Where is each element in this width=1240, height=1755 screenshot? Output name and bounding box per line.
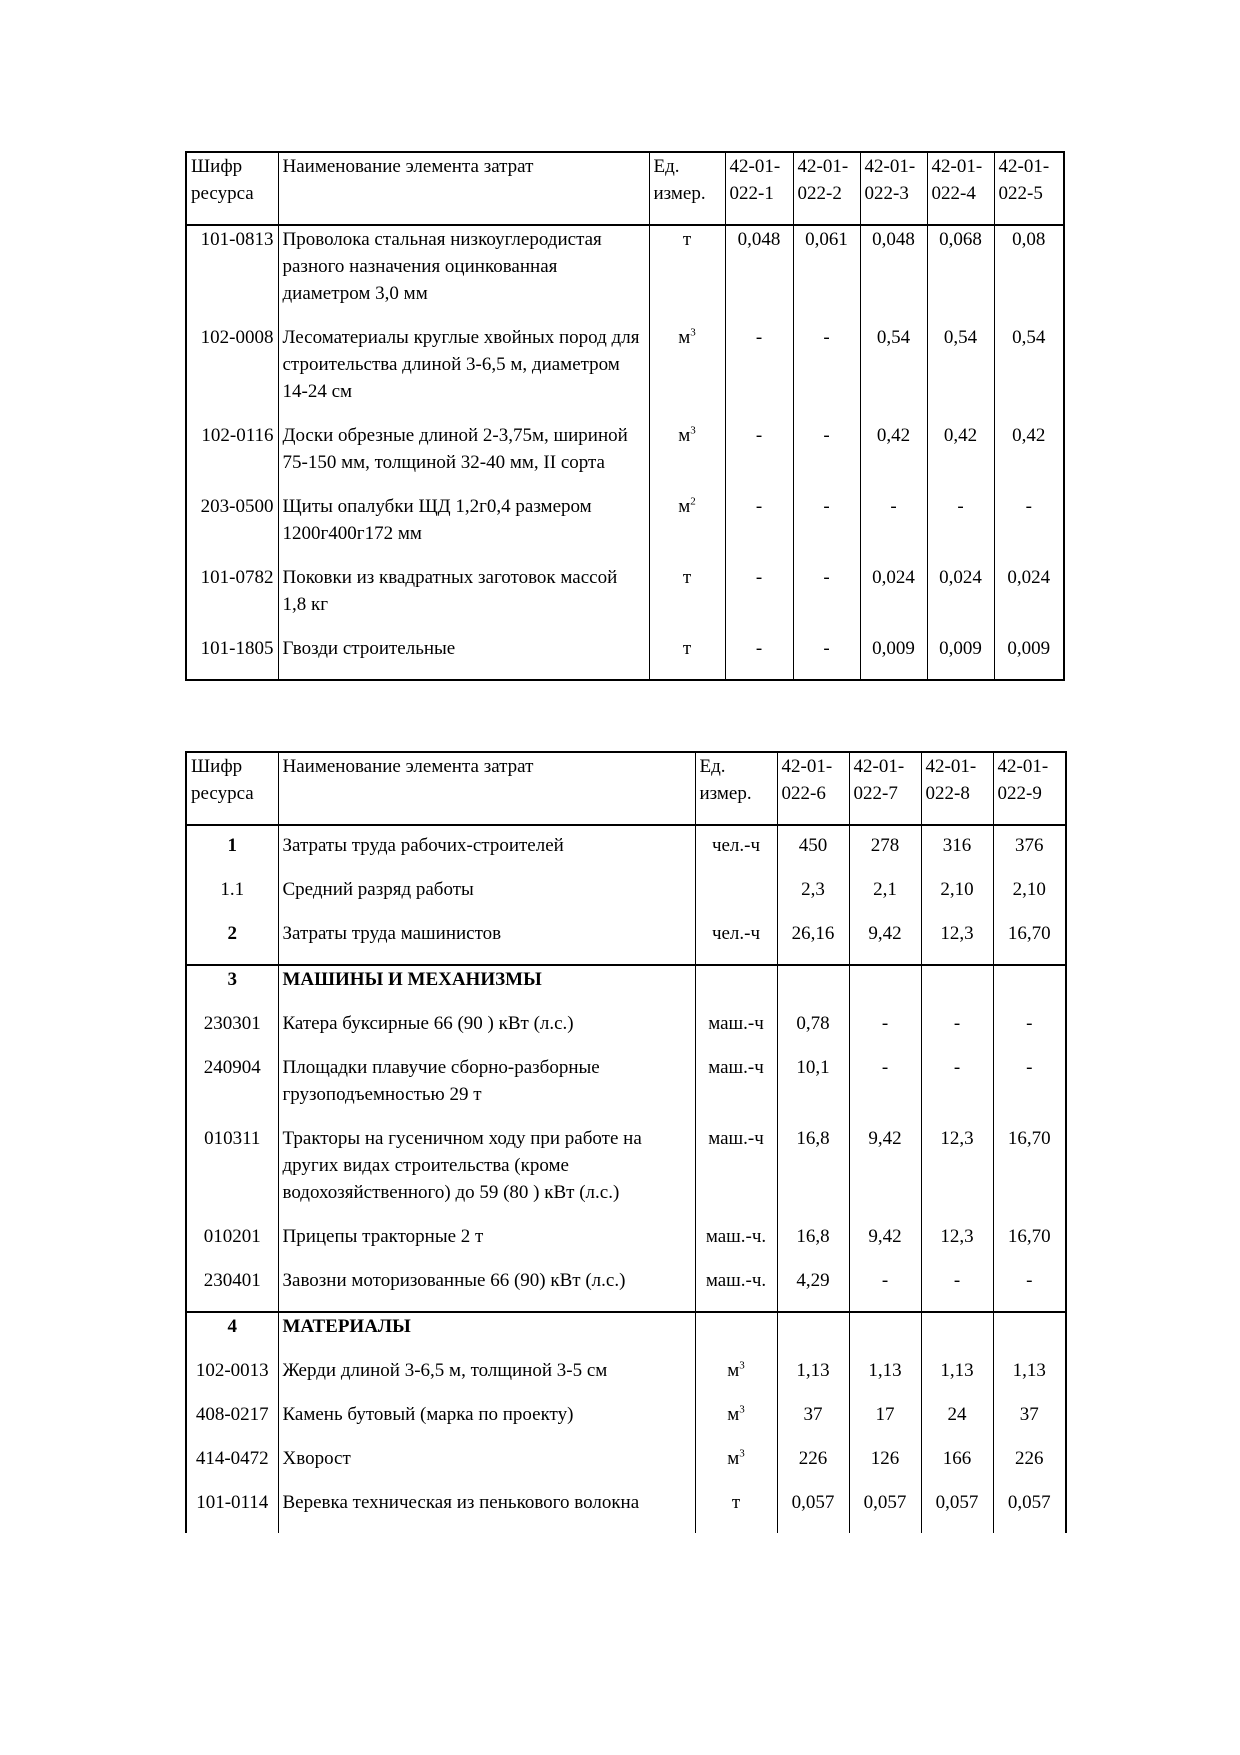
table-row — [186, 1357, 1066, 1401]
value-cell: 26,16 — [777, 920, 849, 965]
value-cell: - — [793, 493, 860, 564]
resource-name: Площадки плавучие сборно-разборные грузоподъемностью 29 т — [278, 1054, 695, 1125]
value-cell: 126 — [849, 1445, 921, 1489]
unit: чел.-ч — [711, 835, 761, 856]
value-cell: 0,057 — [921, 1489, 993, 1533]
value-cell: - — [793, 635, 860, 680]
unit: т — [682, 567, 692, 588]
value-cell: 16,70 — [993, 1223, 1066, 1267]
resource-code: 1.1 — [186, 876, 278, 920]
value-cell: 226 — [777, 1445, 849, 1489]
unit: м — [678, 496, 691, 517]
value-cell: 316 — [921, 825, 993, 876]
resource-name: Прицепы тракторные 2 т — [278, 1223, 695, 1267]
value-cell: 0,009 — [994, 635, 1064, 680]
resource-name: Гвозди строительные — [278, 635, 649, 680]
value-cell: - — [793, 324, 860, 422]
value-cell: - — [793, 422, 860, 493]
section-row — [186, 965, 1066, 1010]
unit-cell — [695, 1054, 777, 1125]
header-norm-code: 42-01-022-2 — [793, 152, 860, 225]
value-cell: 450 — [777, 825, 849, 876]
unit-cell — [695, 1125, 777, 1223]
value-cell: - — [921, 1054, 993, 1125]
resource-code: 3 — [186, 965, 278, 1010]
resource-name: Поковки из квадратных заготовок массой 1,8 кг — [278, 564, 649, 635]
unit-exponent: 3 — [739, 1447, 745, 1460]
value-cell: 0,009 — [927, 635, 994, 680]
value-cell: 0,009 — [860, 635, 927, 680]
unit: т — [682, 638, 692, 659]
value-cell: 10,1 — [777, 1054, 849, 1125]
header-unit: Ед. измер. — [695, 752, 777, 825]
table-row — [186, 225, 1064, 324]
header-code: Шифр ресурса — [186, 152, 278, 225]
unit-cell — [649, 324, 725, 422]
unit: чел.-ч — [711, 923, 761, 944]
resource-code: 102-0013 — [186, 1357, 278, 1401]
resource-name: Жерди длиной 3-6,5 м, толщиной 3-5 см — [278, 1357, 695, 1401]
unit-cell — [695, 1401, 777, 1445]
resource-name: Щиты опалубки ЩД 1,2г0,4 размером 1200г400г172 мм — [278, 493, 649, 564]
unit-cell — [649, 635, 725, 680]
resources-table-1 — [185, 151, 1065, 681]
value-cell: - — [725, 564, 793, 635]
value-cell: 0,057 — [849, 1489, 921, 1533]
value-cell: 2,1 — [849, 876, 921, 920]
value-cell: 1,13 — [777, 1357, 849, 1401]
header-code: Шифр ресурса — [186, 752, 278, 825]
value-cell — [921, 965, 993, 1010]
header-unit: Ед. измер. — [649, 152, 725, 225]
value-cell: - — [725, 493, 793, 564]
value-cell: 0,068 — [927, 225, 994, 324]
value-cell: 1,13 — [849, 1357, 921, 1401]
value-cell: 12,3 — [921, 1125, 993, 1223]
section-row — [186, 1312, 1066, 1357]
value-cell: 278 — [849, 825, 921, 876]
unit: м — [727, 1448, 740, 1469]
resource-name: Доски обрезные длиной 2-3,75м, шириной 75-150 мм, толщиной 32-40 мм, II сорта — [278, 422, 649, 493]
header-row — [186, 752, 1066, 825]
value-cell: 37 — [993, 1401, 1066, 1445]
value-cell: - — [725, 635, 793, 680]
unit-cell — [649, 422, 725, 493]
unit: м — [678, 327, 691, 348]
unit-cell — [695, 876, 777, 920]
table-row — [186, 920, 1066, 965]
value-cell: - — [993, 1054, 1066, 1125]
value-cell: - — [725, 324, 793, 422]
unit-cell — [649, 225, 725, 324]
table-row — [186, 635, 1064, 680]
value-cell — [849, 965, 921, 1010]
unit-cell — [695, 1312, 777, 1357]
value-cell: 16,8 — [777, 1223, 849, 1267]
value-cell: 166 — [921, 1445, 993, 1489]
resource-code: 408-0217 — [186, 1401, 278, 1445]
value-cell: - — [849, 1010, 921, 1054]
resource-code: 101-0813 — [186, 225, 278, 324]
value-cell: 9,42 — [849, 920, 921, 965]
unit: маш.-ч — [708, 1013, 764, 1034]
value-cell: 0,057 — [993, 1489, 1066, 1533]
value-cell: 37 — [777, 1401, 849, 1445]
resource-code: 101-1805 — [186, 635, 278, 680]
resource-code: 101-0114 — [186, 1489, 278, 1533]
value-cell: 0,54 — [927, 324, 994, 422]
resource-code: 230401 — [186, 1267, 278, 1312]
unit: м — [727, 1360, 740, 1381]
value-cell — [993, 965, 1066, 1010]
resource-name: Затраты труда машинистов — [278, 920, 695, 965]
value-cell: 0,048 — [860, 225, 927, 324]
resource-code: 101-0782 — [186, 564, 278, 635]
value-cell — [777, 1312, 849, 1357]
unit-exponent: 3 — [690, 424, 696, 437]
value-cell: - — [921, 1010, 993, 1054]
resource-name: Проволока стальная низкоуглеродистая разного назначения оцинкованная диаметром 3,0 мм — [278, 225, 649, 324]
table-row — [186, 825, 1066, 876]
value-cell: 0,061 — [793, 225, 860, 324]
value-cell: 1,13 — [993, 1357, 1066, 1401]
value-cell: - — [849, 1054, 921, 1125]
resource-code: 010311 — [186, 1125, 278, 1223]
unit: м — [727, 1404, 740, 1425]
unit: маш.-ч — [708, 1128, 764, 1149]
resource-code: 102-0116 — [186, 422, 278, 493]
unit-exponent: 2 — [690, 495, 696, 508]
resource-code: 230301 — [186, 1010, 278, 1054]
value-cell: 16,70 — [993, 920, 1066, 965]
resource-name: Завозни моторизованные 66 (90) кВт (л.с.) — [278, 1267, 695, 1312]
value-cell: - — [927, 493, 994, 564]
value-cell — [777, 965, 849, 1010]
header-norm-code: 42-01-022-1 — [725, 152, 793, 225]
value-cell: 0,42 — [860, 422, 927, 493]
value-cell: 226 — [993, 1445, 1066, 1489]
resource-code: 240904 — [186, 1054, 278, 1125]
unit-cell — [649, 493, 725, 564]
resource-name: Затраты труда рабочих-строителей — [278, 825, 695, 876]
value-cell: 0,024 — [927, 564, 994, 635]
resource-code: 4 — [186, 1312, 278, 1357]
resource-code: 010201 — [186, 1223, 278, 1267]
header-norm-code: 42-01-022-5 — [994, 152, 1064, 225]
unit-cell — [695, 1223, 777, 1267]
value-cell: 12,3 — [921, 1223, 993, 1267]
unit-cell — [695, 1010, 777, 1054]
unit-cell — [695, 1445, 777, 1489]
value-cell: 376 — [993, 825, 1066, 876]
table-row — [186, 564, 1064, 635]
value-cell: 2,10 — [921, 876, 993, 920]
header-name: Наименование элемента затрат — [278, 752, 695, 825]
unit-cell — [695, 1357, 777, 1401]
unit-cell — [695, 965, 777, 1010]
resource-name: Хворост — [278, 1445, 695, 1489]
value-cell: 17 — [849, 1401, 921, 1445]
value-cell: 16,8 — [777, 1125, 849, 1223]
value-cell: - — [849, 1267, 921, 1312]
unit-exponent: 3 — [739, 1359, 745, 1372]
header-norm-code: 42-01-022-7 — [849, 752, 921, 825]
header-norm-code: 42-01-022-3 — [860, 152, 927, 225]
unit-exponent: 3 — [690, 326, 696, 339]
value-cell: 12,3 — [921, 920, 993, 965]
value-cell: 4,29 — [777, 1267, 849, 1312]
value-cell — [849, 1312, 921, 1357]
value-cell: 0,54 — [860, 324, 927, 422]
resource-code: 1 — [186, 825, 278, 876]
unit: маш.-ч. — [705, 1226, 767, 1247]
table-row — [186, 1267, 1066, 1312]
value-cell — [921, 1312, 993, 1357]
unit-cell — [695, 825, 777, 876]
value-cell: - — [860, 493, 927, 564]
value-cell: 24 — [921, 1401, 993, 1445]
header-norm-code: 42-01-022-6 — [777, 752, 849, 825]
value-cell: 0,057 — [777, 1489, 849, 1533]
unit: т — [682, 229, 692, 250]
resource-code: 414-0472 — [186, 1445, 278, 1489]
header-name: Наименование элемента затрат — [278, 152, 649, 225]
resources-table-2 — [185, 751, 1067, 1533]
unit: маш.-ч — [708, 1057, 764, 1078]
value-cell: 0,42 — [927, 422, 994, 493]
header-norm-code: 42-01-022-9 — [993, 752, 1066, 825]
resource-name: Катера буксирные 66 (90 ) кВт (л.с.) — [278, 1010, 695, 1054]
value-cell: 0,42 — [994, 422, 1064, 493]
value-cell: 0,54 — [994, 324, 1064, 422]
value-cell: 9,42 — [849, 1125, 921, 1223]
value-cell: 1,13 — [921, 1357, 993, 1401]
value-cell: 0,048 — [725, 225, 793, 324]
table-row — [186, 1489, 1066, 1533]
header-norm-code: 42-01-022-4 — [927, 152, 994, 225]
unit-cell — [695, 920, 777, 965]
resource-code: 203-0500 — [186, 493, 278, 564]
resource-name: Камень бутовый (марка по проекту) — [278, 1401, 695, 1445]
value-cell — [993, 1312, 1066, 1357]
value-cell: 0,08 — [994, 225, 1064, 324]
table-row — [186, 1223, 1066, 1267]
unit-cell — [649, 564, 725, 635]
table-row — [186, 1401, 1066, 1445]
unit: м — [678, 425, 691, 446]
value-cell: - — [921, 1267, 993, 1312]
value-cell: - — [994, 493, 1064, 564]
table-row — [186, 876, 1066, 920]
value-cell: 0,024 — [994, 564, 1064, 635]
resource-code: 2 — [186, 920, 278, 965]
table-row — [186, 493, 1064, 564]
table-row — [186, 1445, 1066, 1489]
value-cell: 0,024 — [860, 564, 927, 635]
resource-name: Тракторы на гусеничном ходу при работе на других видах строительства (кроме водохозяйственного) до 59 (80 ) кВт (л.с.) — [278, 1125, 695, 1223]
unit: т — [731, 1492, 741, 1513]
header-row — [186, 152, 1064, 225]
value-cell: 0,78 — [777, 1010, 849, 1054]
resource-name: МАТЕРИАЛЫ — [278, 1312, 695, 1357]
value-cell: 2,10 — [993, 876, 1066, 920]
resource-code: 102-0008 — [186, 324, 278, 422]
value-cell: - — [725, 422, 793, 493]
resource-name: Веревка техническая из пенькового волокна — [278, 1489, 695, 1533]
table-row — [186, 1125, 1066, 1223]
header-norm-code: 42-01-022-8 — [921, 752, 993, 825]
unit-cell — [695, 1267, 777, 1312]
value-cell: - — [993, 1010, 1066, 1054]
value-cell: 2,3 — [777, 876, 849, 920]
value-cell: - — [993, 1267, 1066, 1312]
table-row — [186, 1054, 1066, 1125]
value-cell: 9,42 — [849, 1223, 921, 1267]
resource-name: Средний разряд работы — [278, 876, 695, 920]
unit: маш.-ч. — [705, 1270, 767, 1291]
value-cell: - — [793, 564, 860, 635]
resource-name: Лесоматериалы круглые хвойных пород для строительства длиной 3-6,5 м, диаметром 14-24 см — [278, 324, 649, 422]
table-row — [186, 324, 1064, 422]
table-row — [186, 422, 1064, 493]
table-row — [186, 1010, 1066, 1054]
unit-cell — [695, 1489, 777, 1533]
resource-name: МАШИНЫ И МЕХАНИЗМЫ — [278, 965, 695, 1010]
value-cell: 16,70 — [993, 1125, 1066, 1223]
unit-exponent: 3 — [739, 1403, 745, 1416]
